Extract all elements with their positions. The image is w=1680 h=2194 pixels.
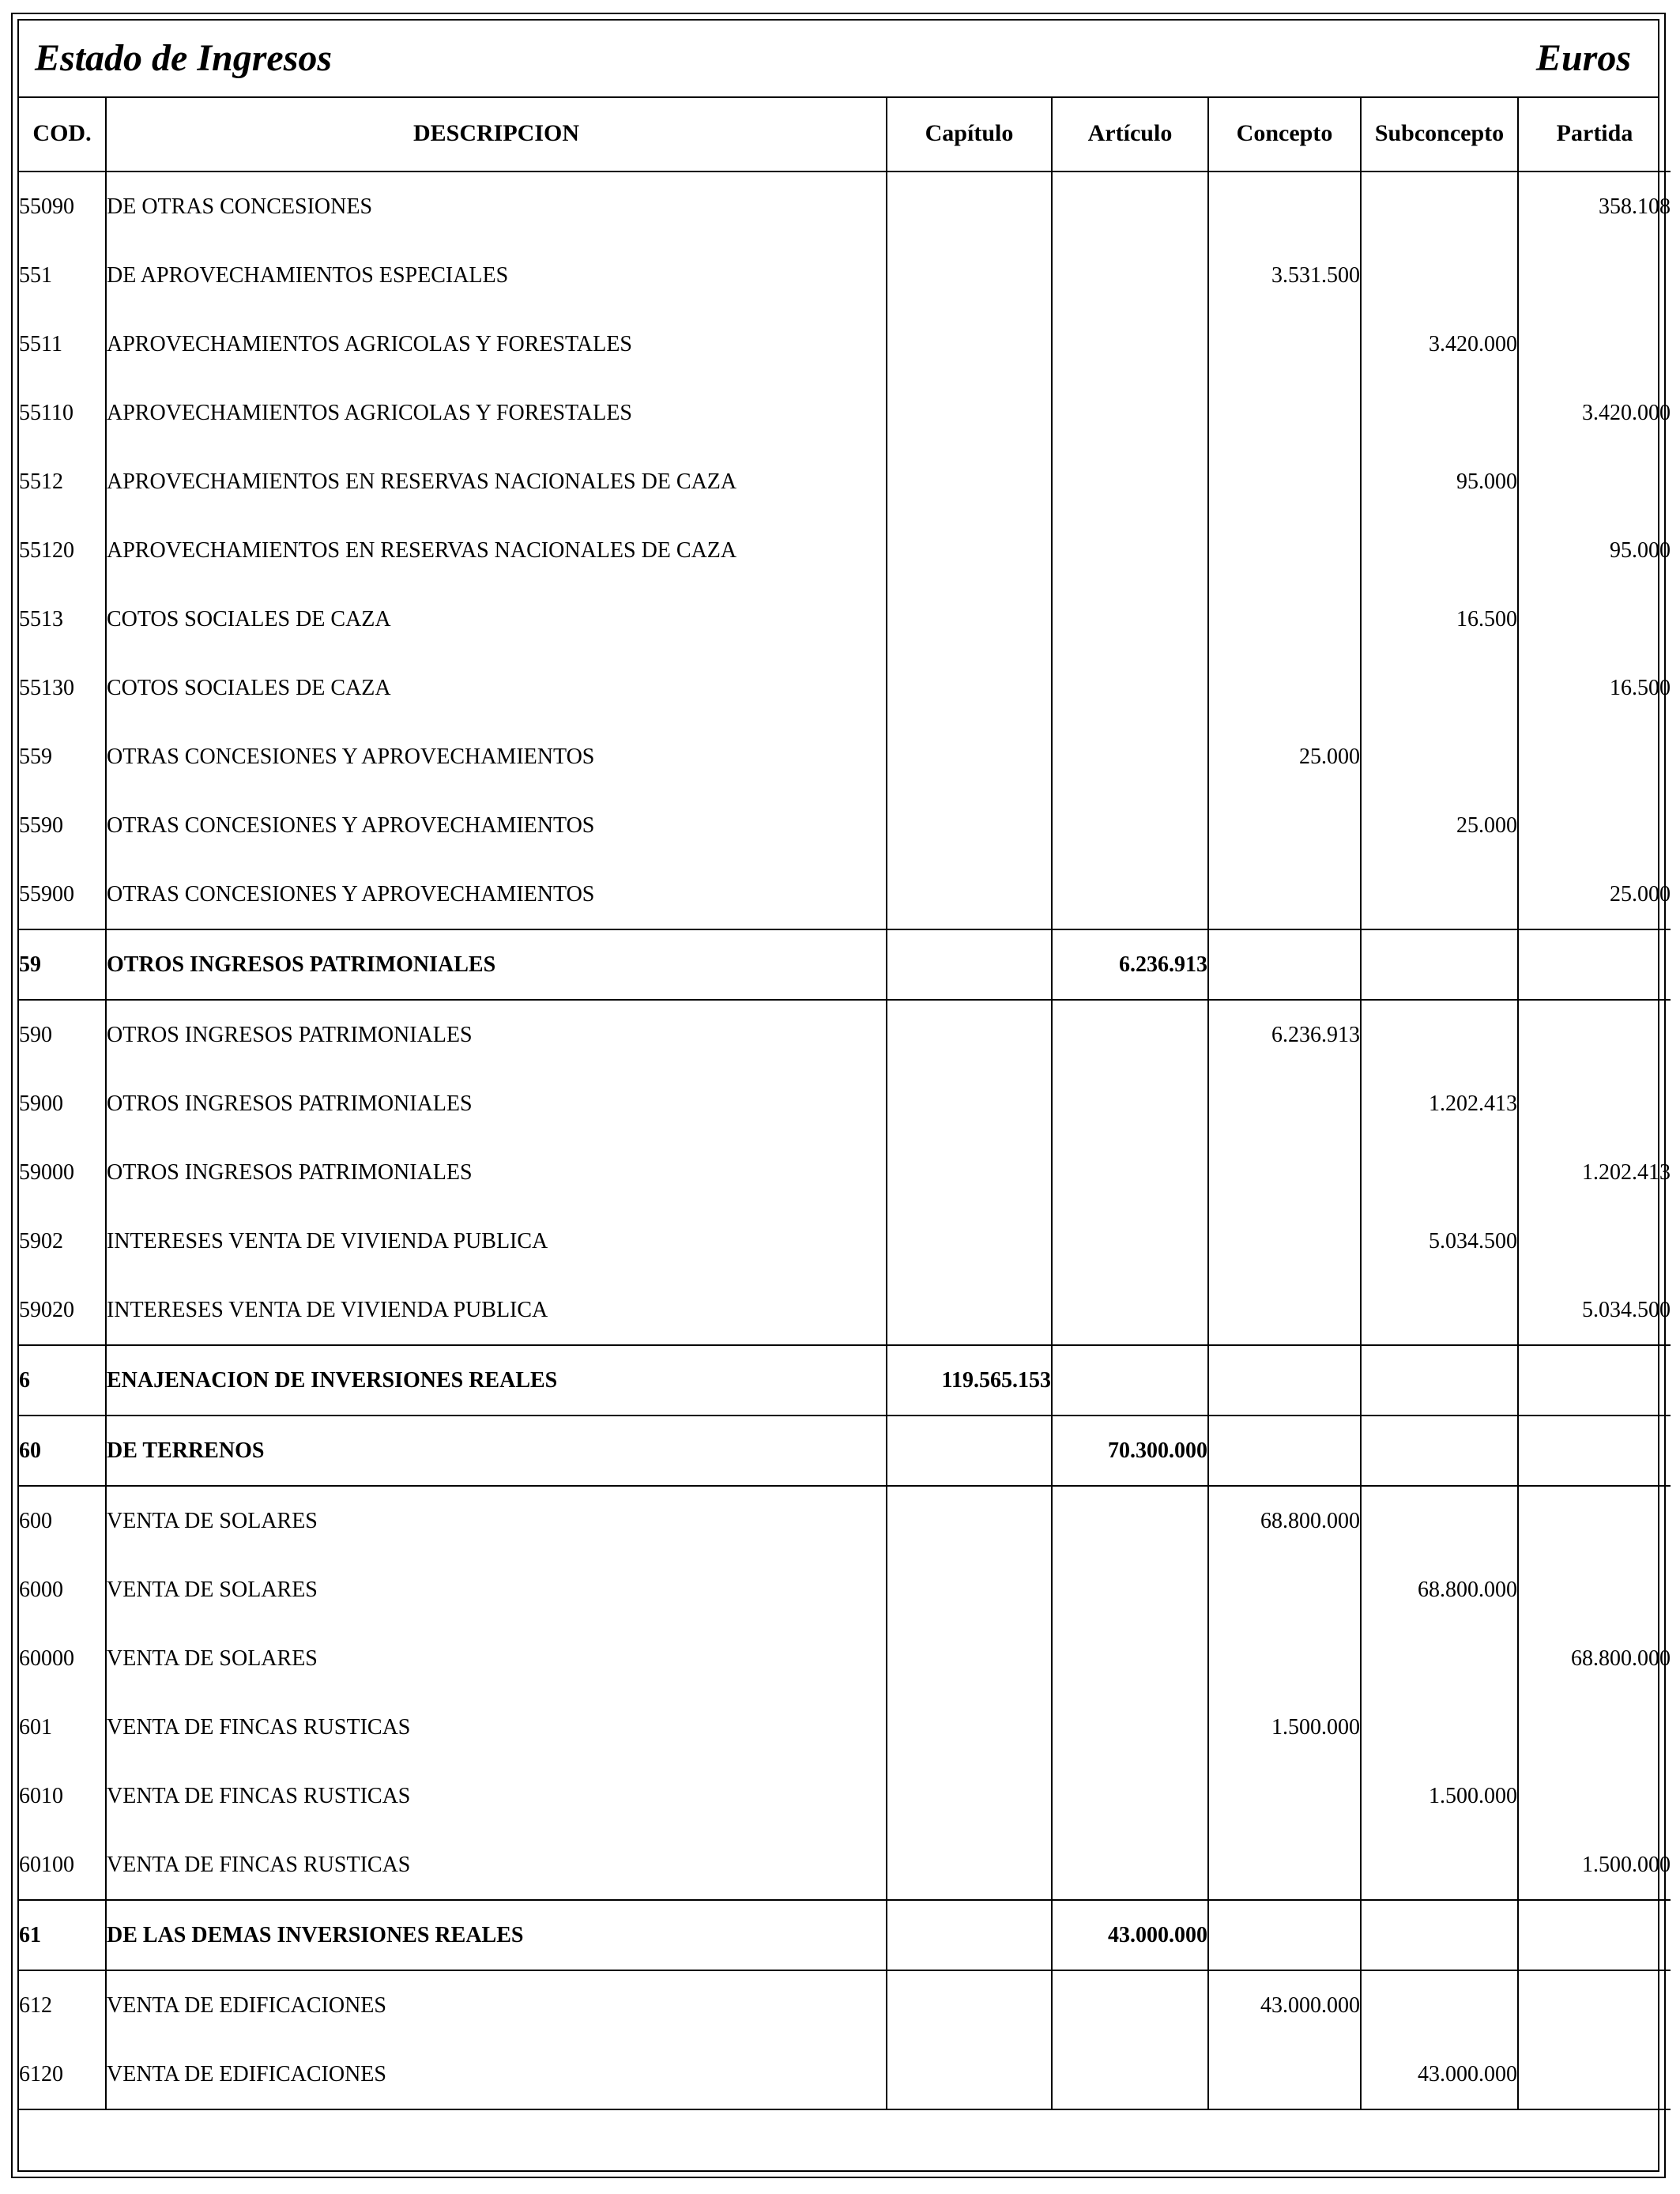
cell-articulo (1052, 1345, 1208, 1416)
table-row (19, 310, 1671, 379)
cell-desc: ENAJENACION DE INVERSIONES REALES (106, 1345, 887, 1416)
cell-subconcepto (1361, 241, 1518, 310)
cell-capitulo (887, 1555, 1052, 1624)
cell-desc: APROVECHAMIENTOS AGRICOLAS Y FORESTALES (106, 310, 887, 379)
table-row (19, 379, 1671, 447)
cell-articulo (1052, 791, 1208, 860)
cell-capitulo (887, 1000, 1052, 1069)
cell-capitulo (887, 1486, 1052, 1555)
cell-partida (1518, 1555, 1671, 1624)
cell-articulo (1052, 172, 1208, 241)
title-bar (19, 21, 1658, 98)
cell-desc: OTROS INGRESOS PATRIMONIALES (106, 929, 887, 1000)
cell-concepto (1208, 1624, 1361, 1693)
table-row (19, 1138, 1671, 1207)
cell-partida (1518, 1900, 1671, 1970)
cell-cod: 59 (19, 929, 106, 1000)
cell-partida (1518, 1693, 1671, 1762)
cell-desc: COTOS SOCIALES DE CAZA (106, 654, 887, 722)
cell-cod: 60 (19, 1416, 106, 1486)
cell-subconcepto (1361, 1345, 1518, 1416)
cell-capitulo (887, 791, 1052, 860)
cell-partida (1518, 929, 1671, 1000)
cell-cod: 55120 (19, 537, 74, 563)
cell-partida (1518, 241, 1671, 310)
table-row (19, 1900, 1671, 1970)
cell-capitulo (887, 241, 1052, 310)
cell-cod: 559 (19, 744, 52, 769)
cell-subconcepto (1361, 722, 1518, 791)
cell-concepto (1208, 860, 1361, 929)
cell-cod: 6000 (19, 1577, 63, 1602)
table-row (19, 1345, 1671, 1416)
cell-cod: 60100 (19, 1852, 74, 1877)
cell-cod: 55110 (19, 400, 73, 425)
cell-subconcepto (1361, 1970, 1518, 2040)
cell-capitulo (887, 172, 1052, 241)
cell-subconcepto (1361, 172, 1518, 241)
cell-partida (1518, 1000, 1671, 1069)
cell-subconcepto (1361, 1900, 1518, 1970)
cell-subconcepto: 25.000 (1361, 791, 1518, 860)
cell-subconcepto: 68.800.000 (1361, 1555, 1518, 1624)
cell-capitulo (887, 1138, 1052, 1207)
cell-desc: VENTA DE FINCAS RUSTICAS (106, 1693, 887, 1762)
cell-concepto (1208, 1345, 1361, 1416)
cell-partida (1518, 1345, 1671, 1416)
cell-concepto (1208, 1830, 1361, 1900)
cell-articulo (1052, 447, 1208, 516)
table-row (19, 241, 1671, 310)
cell-partida (1518, 1486, 1671, 1555)
cell-concepto (1208, 1900, 1361, 1970)
cell-desc: INTERESES VENTA DE VIVIENDA PUBLICA (106, 1276, 887, 1345)
blank-footer-row (19, 2109, 1671, 2159)
cell-capitulo (887, 1693, 1052, 1762)
cell-articulo (1052, 1555, 1208, 1624)
cell-concepto (1208, 379, 1361, 447)
cell-capitulo (887, 1276, 1052, 1345)
cell-cod: 59000 (19, 1159, 74, 1185)
cell-desc: DE TERRENOS (106, 1416, 887, 1486)
cell-cod: 5511 (19, 331, 62, 356)
cell-partida: 1.500.000 (1518, 1830, 1671, 1900)
cell-concepto (1208, 172, 1361, 241)
cell-partida (1518, 791, 1671, 860)
cell-cod: 600 (19, 1486, 106, 1555)
cell-concepto (1208, 1276, 1361, 1345)
table-row (19, 1276, 1671, 1345)
cell-capitulo (887, 1830, 1052, 1900)
cell-partida (1518, 1762, 1671, 1830)
cell-articulo (1052, 2040, 1208, 2109)
cell-partida: 3.420.000 (1518, 379, 1671, 447)
cell-concepto (1208, 585, 1361, 654)
table-row (19, 1000, 1671, 1069)
cell-desc: DE APROVECHAMIENTOS ESPECIALES (106, 241, 887, 310)
cell-desc: DE OTRAS CONCESIONES (106, 172, 887, 241)
cell-cod: 60000 (19, 1646, 74, 1671)
cell-capitulo (887, 1624, 1052, 1693)
cell-articulo (1052, 241, 1208, 310)
cell-subconcepto (1361, 1000, 1518, 1069)
cell-partida (1518, 1069, 1671, 1138)
cell-articulo (1052, 1207, 1208, 1276)
cell-capitulo (887, 585, 1052, 654)
cell-articulo (1052, 1486, 1208, 1555)
column-header-cod: COD. (19, 96, 106, 172)
table-row (19, 1762, 1671, 1830)
table-header-row (19, 96, 1671, 172)
table-row (19, 929, 1671, 1000)
column-header-concepto: Concepto (1208, 96, 1361, 172)
cell-cod: 5900 (19, 1091, 63, 1116)
cell-subconcepto (1361, 1830, 1518, 1900)
cell-cod: 5513 (19, 606, 63, 631)
cell-desc: OTRAS CONCESIONES Y APROVECHAMIENTOS (106, 722, 887, 791)
cell-concepto (1208, 654, 1361, 722)
cell-articulo (1052, 1762, 1208, 1830)
cell-partida: 16.500 (1518, 654, 1671, 722)
cell-desc: VENTA DE SOLARES (106, 1624, 887, 1693)
cell-capitulo (887, 1069, 1052, 1138)
cell-desc: VENTA DE EDIFICACIONES (106, 2040, 887, 2109)
cell-subconcepto (1361, 860, 1518, 929)
cell-partida (1518, 585, 1671, 654)
cell-desc: APROVECHAMIENTOS EN RESERVAS NACIONALES DE CAZA (106, 516, 887, 585)
table-row (19, 447, 1671, 516)
column-header-descripcion: DESCRIPCION (106, 96, 887, 172)
cell-cod: 5590 (19, 812, 63, 838)
table-row (19, 1416, 1671, 1486)
table-row (19, 791, 1671, 860)
cell-concepto (1208, 791, 1361, 860)
cell-desc: VENTA DE FINCAS RUSTICAS (106, 1830, 887, 1900)
cell-desc: VENTA DE SOLARES (106, 1486, 887, 1555)
cell-partida (1518, 2040, 1671, 2109)
cell-articulo (1052, 1830, 1208, 1900)
cell-subconcepto: 3.420.000 (1361, 310, 1518, 379)
cell-subconcepto: 5.034.500 (1361, 1207, 1518, 1276)
cell-concepto (1208, 929, 1361, 1000)
table-row (19, 722, 1671, 791)
income-table (19, 96, 1671, 2159)
cell-capitulo (887, 1416, 1052, 1486)
cell-partida: 25.000 (1518, 860, 1671, 929)
cell-partida: 358.108 (1518, 172, 1671, 241)
cell-articulo (1052, 1693, 1208, 1762)
cell-articulo: 6.236.913 (1052, 929, 1208, 1000)
cell-concepto: 25.000 (1208, 722, 1361, 791)
currency-unit: Euros (1535, 37, 1631, 79)
cell-capitulo (887, 310, 1052, 379)
cell-concepto (1208, 310, 1361, 379)
cell-concepto (1208, 447, 1361, 516)
cell-articulo (1052, 654, 1208, 722)
cell-subconcepto (1361, 379, 1518, 447)
cell-subconcepto (1361, 1486, 1518, 1555)
cell-concepto (1208, 1762, 1361, 1830)
cell-concepto (1208, 2040, 1361, 2109)
cell-subconcepto: 95.000 (1361, 447, 1518, 516)
cell-partida: 95.000 (1518, 516, 1671, 585)
cell-concepto: 68.800.000 (1208, 1486, 1361, 1555)
cell-cod: 5902 (19, 1228, 63, 1253)
cell-cod: 55090 (19, 194, 74, 219)
cell-capitulo: 119.565.153 (887, 1345, 1052, 1416)
cell-capitulo (887, 447, 1052, 516)
cell-subconcepto: 43.000.000 (1361, 2040, 1518, 2109)
cell-articulo (1052, 722, 1208, 791)
cell-desc: APROVECHAMIENTOS EN RESERVAS NACIONALES DE CAZA (106, 447, 887, 516)
cell-desc: VENTA DE SOLARES (106, 1555, 887, 1624)
cell-capitulo (887, 2040, 1052, 2109)
cell-subconcepto: 1.500.000 (1361, 1762, 1518, 1830)
cell-capitulo (887, 379, 1052, 447)
table-body (19, 172, 1671, 2159)
cell-articulo (1052, 516, 1208, 585)
table-row (19, 1624, 1671, 1693)
cell-capitulo (887, 722, 1052, 791)
cell-subconcepto (1361, 654, 1518, 722)
cell-desc: VENTA DE EDIFICACIONES (106, 1970, 887, 2040)
cell-subconcepto (1361, 929, 1518, 1000)
cell-articulo (1052, 379, 1208, 447)
cell-cod: 5512 (19, 469, 63, 494)
cell-subconcepto (1361, 1416, 1518, 1486)
column-header-articulo: Artículo (1052, 96, 1208, 172)
table-row (19, 1830, 1671, 1900)
cell-desc: OTROS INGRESOS PATRIMONIALES (106, 1000, 887, 1069)
cell-cod: 61 (19, 1900, 106, 1970)
cell-concepto (1208, 1416, 1361, 1486)
cell-concepto: 3.531.500 (1208, 241, 1361, 310)
document-inner-frame (17, 19, 1671, 2172)
cell-articulo (1052, 1276, 1208, 1345)
cell-capitulo (887, 860, 1052, 929)
table-row (19, 1970, 1671, 2040)
cell-subconcepto (1361, 516, 1518, 585)
cell-concepto (1208, 516, 1361, 585)
cell-partida (1518, 310, 1671, 379)
cell-desc: COTOS SOCIALES DE CAZA (106, 585, 887, 654)
cell-articulo (1052, 585, 1208, 654)
cell-cod: 55900 (19, 881, 74, 907)
cell-capitulo (887, 654, 1052, 722)
cell-cod: 59020 (19, 1297, 74, 1322)
table-row (19, 2040, 1671, 2109)
cell-subconcepto (1361, 1276, 1518, 1345)
cell-partida (1518, 447, 1671, 516)
cell-partida (1518, 1416, 1671, 1486)
page-title: Estado de Ingresos (35, 37, 333, 79)
cell-cod: 6120 (19, 2061, 63, 2087)
cell-partida (1518, 722, 1671, 791)
cell-subconcepto: 16.500 (1361, 585, 1518, 654)
cell-desc: OTRAS CONCESIONES Y APROVECHAMIENTOS (106, 791, 887, 860)
table-row (19, 516, 1671, 585)
cell-partida: 68.800.000 (1518, 1624, 1671, 1693)
cell-articulo: 70.300.000 (1052, 1416, 1208, 1486)
table-row (19, 585, 1671, 654)
cell-cod: 601 (19, 1714, 52, 1740)
column-header-partida: Partida (1518, 96, 1671, 172)
cell-cod: 6010 (19, 1783, 63, 1808)
table-row (19, 1069, 1671, 1138)
cell-articulo (1052, 1000, 1208, 1069)
cell-articulo: 43.000.000 (1052, 1900, 1208, 1970)
cell-desc: OTRAS CONCESIONES Y APROVECHAMIENTOS (106, 860, 887, 929)
cell-capitulo (887, 1970, 1052, 2040)
cell-concepto (1208, 1069, 1361, 1138)
cell-concepto: 6.236.913 (1208, 1000, 1361, 1069)
blank-footer-cell (19, 2109, 1671, 2159)
cell-cod: 6 (19, 1345, 106, 1416)
cell-cod: 612 (19, 1970, 106, 2040)
cell-subconcepto (1361, 1138, 1518, 1207)
table-row (19, 1693, 1671, 1762)
cell-articulo (1052, 1069, 1208, 1138)
document-frame (11, 13, 1671, 2178)
cell-capitulo (887, 1207, 1052, 1276)
cell-articulo (1052, 310, 1208, 379)
cell-capitulo (887, 516, 1052, 585)
cell-desc: DE LAS DEMAS INVERSIONES REALES (106, 1900, 887, 1970)
cell-concepto (1208, 1555, 1361, 1624)
cell-concepto: 43.000.000 (1208, 1970, 1361, 2040)
cell-concepto (1208, 1207, 1361, 1276)
cell-cod: 551 (19, 262, 52, 288)
cell-cod: 55130 (19, 675, 74, 700)
column-header-capitulo: Capítulo (887, 96, 1052, 172)
cell-articulo (1052, 1138, 1208, 1207)
cell-articulo (1052, 1970, 1208, 2040)
cell-capitulo (887, 929, 1052, 1000)
cell-partida (1518, 1207, 1671, 1276)
cell-capitulo (887, 1762, 1052, 1830)
cell-partida: 5.034.500 (1518, 1276, 1671, 1345)
cell-desc: INTERESES VENTA DE VIVIENDA PUBLICA (106, 1207, 887, 1276)
cell-desc: APROVECHAMIENTOS AGRICOLAS Y FORESTALES (106, 379, 887, 447)
table-row (19, 1486, 1671, 1555)
cell-desc: OTROS INGRESOS PATRIMONIALES (106, 1138, 887, 1207)
cell-desc: VENTA DE FINCAS RUSTICAS (106, 1762, 887, 1830)
cell-concepto: 1.500.000 (1208, 1693, 1361, 1762)
cell-desc: OTROS INGRESOS PATRIMONIALES (106, 1069, 887, 1138)
cell-cod: 590 (19, 1000, 106, 1069)
table-row (19, 654, 1671, 722)
cell-concepto (1208, 1138, 1361, 1207)
cell-subconcepto (1361, 1693, 1518, 1762)
cell-partida (1518, 1970, 1671, 2040)
cell-articulo (1052, 1624, 1208, 1693)
table-row (19, 1555, 1671, 1624)
cell-capitulo (887, 1900, 1052, 1970)
table-row (19, 860, 1671, 929)
table-row (19, 172, 1671, 241)
cell-articulo (1052, 860, 1208, 929)
cell-subconcepto (1361, 1624, 1518, 1693)
cell-partida: 1.202.413 (1518, 1138, 1671, 1207)
cell-subconcepto: 1.202.413 (1361, 1069, 1518, 1138)
table-row (19, 1207, 1671, 1276)
column-header-subconcepto: Subconcepto (1361, 96, 1518, 172)
